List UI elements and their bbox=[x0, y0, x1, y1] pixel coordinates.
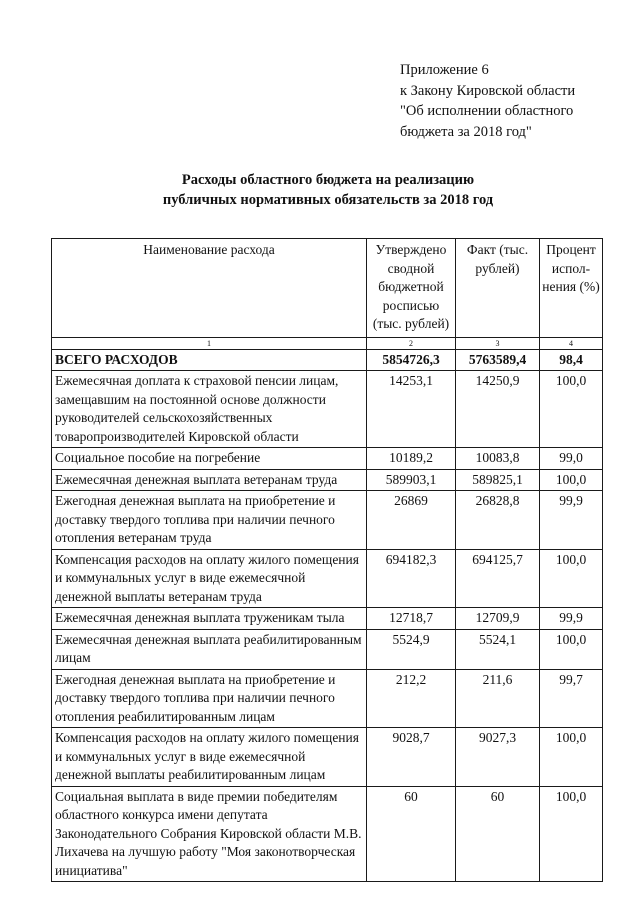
row-name: Социальная выплата в виде премии победителям областного конкурса имени депутата Законодательного Собрания Кировской области М.В. Лихачева на лучшую работу "Моя законотворческая инициатива" bbox=[52, 786, 367, 882]
row-fact: 211,6 bbox=[456, 669, 540, 728]
row-name: Ежемесячная денежная выплата ветеранам труда bbox=[52, 469, 367, 491]
row-approved: 60 bbox=[367, 786, 456, 882]
table-row bbox=[52, 786, 603, 882]
row-approved: 694182,3 bbox=[367, 549, 456, 608]
column-number-row bbox=[52, 337, 603, 349]
row-fact: 694125,7 bbox=[456, 549, 540, 608]
row-name: Ежегодная денежная выплата на приобретение и доставку твердого топлива при наличии печного отопления реабилитированным лицам bbox=[52, 669, 367, 728]
row-name: Ежемесячная доплата к страховой пенсии лицам, замещавшим на постоянной основе должности руководителей сельскохозяйственных товаропроизводителей Кировской области bbox=[52, 371, 367, 448]
row-percent: 99,9 bbox=[540, 608, 603, 630]
appendix-note bbox=[400, 60, 575, 142]
total-percent: 98,4 bbox=[540, 349, 603, 371]
row-fact: 12709,9 bbox=[456, 608, 540, 630]
row-percent: 99,7 bbox=[540, 669, 603, 728]
row-name: Ежемесячная денежная выплата реабилитированным лицам bbox=[52, 629, 367, 669]
row-approved: 9028,7 bbox=[367, 728, 456, 787]
row-percent: 100,0 bbox=[540, 549, 603, 608]
total-row bbox=[52, 349, 603, 371]
row-approved: 14253,1 bbox=[367, 371, 456, 448]
title-line-2: публичных нормативных обязательств за 2018 год bbox=[162, 192, 494, 208]
total-approved: 5854726,3 bbox=[367, 349, 456, 371]
column-number: 3 bbox=[456, 337, 540, 349]
row-name: Социальное пособие на погребение bbox=[52, 448, 367, 470]
row-name: Ежегодная денежная выплата на приобретение и доставку твердого топлива при наличии печного отопления ветеранам труда bbox=[52, 491, 367, 550]
appendix-line: Приложение 6 bbox=[400, 62, 489, 78]
row-fact: 26828,8 bbox=[456, 491, 540, 550]
table-row bbox=[52, 371, 603, 448]
row-fact: 589825,1 bbox=[456, 469, 540, 491]
header-fact: Факт (тыс. рублей) bbox=[456, 239, 540, 338]
column-number: 1 bbox=[52, 337, 367, 349]
row-fact: 10083,8 bbox=[456, 448, 540, 470]
row-fact: 60 bbox=[456, 786, 540, 882]
table-row bbox=[52, 549, 603, 608]
row-approved: 589903,1 bbox=[367, 469, 456, 491]
header-approved: Утверждено сводной бюджетной росписью (тыс. рублей) bbox=[367, 239, 456, 338]
row-percent: 100,0 bbox=[540, 371, 603, 448]
row-approved: 26869 bbox=[367, 491, 456, 550]
header-name: Наименование расхода bbox=[52, 239, 367, 338]
appendix-line: "Об исполнении областного bbox=[400, 103, 574, 119]
row-approved: 212,2 bbox=[367, 669, 456, 728]
row-name: Компенсация расходов на оплату жилого помещения и коммунальных услуг в виде ежемесячной денежной выплаты реабилитированным лицам bbox=[52, 728, 367, 787]
table-row bbox=[52, 728, 603, 787]
row-percent: 99,9 bbox=[540, 491, 603, 550]
row-approved: 10189,2 bbox=[367, 448, 456, 470]
row-name: Ежемесячная денежная выплата труженикам тыла bbox=[52, 608, 367, 630]
row-approved: 5524,9 bbox=[367, 629, 456, 669]
column-number: 4 bbox=[540, 337, 603, 349]
table-row bbox=[52, 608, 603, 630]
table-row bbox=[52, 448, 603, 470]
title-line-1: Расходы областного бюджета на реализацию bbox=[181, 172, 475, 188]
row-fact: 5524,1 bbox=[456, 629, 540, 669]
table-row bbox=[52, 469, 603, 491]
column-number: 2 bbox=[367, 337, 456, 349]
row-percent: 100,0 bbox=[540, 786, 603, 882]
row-fact: 9027,3 bbox=[456, 728, 540, 787]
document-title bbox=[0, 170, 640, 210]
appendix-line: бюджета за 2018 год" bbox=[400, 123, 532, 140]
row-approved: 12718,7 bbox=[367, 608, 456, 630]
header-percent: Процент испол-нения (%) bbox=[540, 239, 603, 338]
table-header-row bbox=[52, 239, 603, 338]
total-fact: 5763589,4 bbox=[456, 349, 540, 371]
row-percent: 99,0 bbox=[540, 448, 603, 470]
appendix-line: к Закону Кировской области bbox=[400, 82, 576, 99]
row-percent: 100,0 bbox=[540, 629, 603, 669]
row-percent: 100,0 bbox=[540, 728, 603, 787]
row-fact: 14250,9 bbox=[456, 371, 540, 448]
table-row bbox=[52, 669, 603, 728]
table-row bbox=[52, 629, 603, 669]
expenses-table bbox=[51, 238, 603, 882]
table-row bbox=[52, 491, 603, 550]
row-name: Компенсация расходов на оплату жилого помещения и коммунальных услуг в виде ежемесячной денежной выплаты ветеранам труда bbox=[52, 549, 367, 608]
row-percent: 100,0 bbox=[540, 469, 603, 491]
total-name: ВСЕГО РАСХОДОВ bbox=[52, 349, 367, 371]
